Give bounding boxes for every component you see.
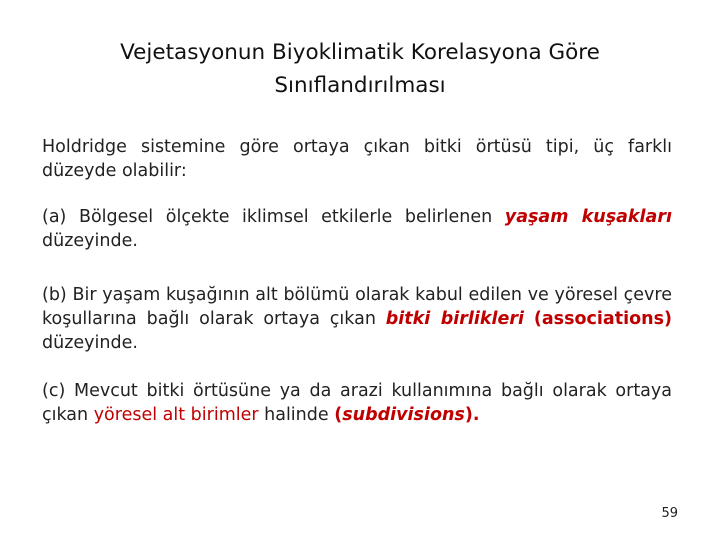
item-a-text-end: düzeyinde. (42, 231, 138, 251)
item-b-space (524, 309, 534, 329)
item-b-highlight-italic: bitki birlikleri (385, 309, 524, 329)
item-c-paragraph (42, 379, 672, 427)
title-line-1: Vejetasyonun Biyoklimatik Korelasyona Göre (120, 40, 600, 65)
item-a-paragraph (42, 205, 672, 253)
item-a-text: (a) Bölgesel ölçekte iklimsel etkilerle belirlenen (42, 207, 505, 227)
item-c-highlight-italic: subdivisions (342, 405, 465, 425)
item-c-highlight: yöresel alt birimler (93, 405, 259, 425)
item-b-text: (b) Bir yaşam kuşağının alt bölümü olarak kabul edilen ve yöresel çevre koşullarına bağlı olarak ortaya çıkan (42, 285, 672, 329)
item-a-highlight: yaşam kuşakları (504, 207, 672, 227)
item-b-text-end: düzeyinde. (42, 333, 138, 353)
intro-paragraph: Holdridge sistemine göre ortaya çıkan bitki örtüsü tipi, üç farklı düzeyde olabilir: (42, 137, 672, 181)
item-c-paren-close: ). (464, 405, 480, 425)
page-number: 59 (661, 506, 678, 521)
title-line-2: Sınıflandırılması (274, 73, 446, 98)
item-c-paren-open: ( (334, 405, 343, 425)
item-c-text-mid: halinde (258, 405, 335, 425)
item-b-highlight-bold: (associations) (533, 309, 672, 329)
item-c-text: (c) Mevcut bitki örtüsüne ya da arazi kullanımına bağlı olarak ortaya çıkan (42, 381, 672, 425)
slide-title (60, 36, 660, 102)
item-b-paragraph (42, 283, 672, 355)
